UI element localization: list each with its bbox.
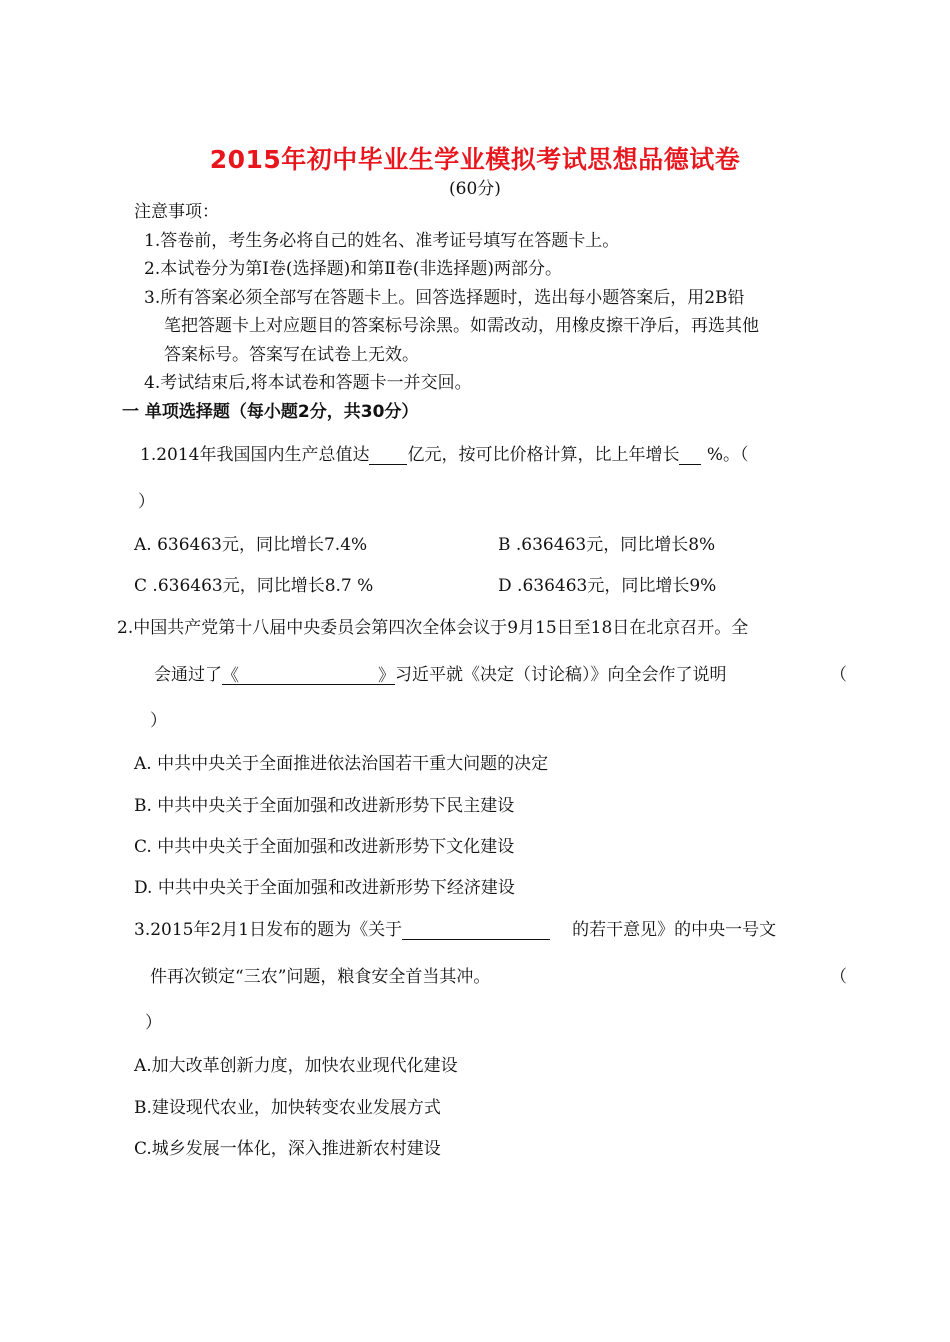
q1-stem-part: 1.2014年我国国内生产总值达 (140, 445, 370, 465)
q2-open-quote: 《 (222, 666, 239, 686)
note-item: 1.答卷前，考生务必将自己的姓名、准考证号填写在答题卡上。 (144, 231, 620, 251)
q2-close-quote: 》 (378, 666, 395, 686)
question-2-close-paren: ） (150, 711, 167, 731)
q2-option-d: D. 中共中央关于全面加强和改进新形势下经济建设 (134, 878, 515, 898)
q3-option-b: B.建设现代农业，加快转变农业发展方式 (134, 1098, 441, 1118)
q2-stem-part: 习近平就《决定（讨论稿）》向全会作了说明 (395, 665, 727, 685)
q2-option-a: A. 中共中央关于全面推进依法治国若干重大问题的决定 (134, 754, 549, 774)
answer-blank (369, 446, 407, 465)
exam-total-score: (60分) (449, 179, 501, 199)
question-3-close-paren: ） (145, 1013, 162, 1033)
question-1-close-paren: ） (138, 492, 155, 512)
note-item: 3.所有答案必须全部写在答题卡上。回答选择题时，选出每小题答案后，用2B铅 (144, 288, 745, 308)
q3-option-c: C.城乡发展一体化，深入推进新农村建设 (134, 1139, 441, 1159)
q1-option-d: D .636463元，同比增长9% (498, 576, 717, 596)
answer-blank (402, 921, 550, 940)
section-heading: 一 单项选择题（每小题2分，共30分） (122, 402, 419, 422)
question-2-line-1: 2.中国共产党第十八届中央委员会第四次全体会议于9月15日至18日在北京召开。全 (117, 618, 749, 638)
question-3-open-paren: （ (830, 967, 847, 987)
q1-stem-part: 亿元，按可比价格计算，比上年增长 (407, 445, 680, 465)
q1-option-b: B .636463元，同比增长8% (498, 535, 716, 555)
q2-stem-part: 会通过了 (154, 665, 222, 685)
notes-heading: 注意事项： (134, 202, 219, 222)
question-2-line-2 (154, 665, 727, 685)
answer-blank (679, 446, 701, 465)
q3-option-a: A.加大改革创新力度，加快农业现代化建设 (134, 1056, 458, 1076)
note-item: 答案标号。答案写在试卷上无效。 (164, 345, 419, 365)
exam-title: 2015年初中毕业生学业模拟考试思想品德试卷 (209, 145, 741, 174)
note-item: 4.考试结束后,将本试卷和答题卡一并交回。 (144, 373, 472, 393)
q2-option-b: B. 中共中央关于全面加强和改进新形势下民主建设 (134, 796, 515, 816)
question-3-line-1 (134, 920, 776, 940)
question-1-stem (140, 445, 749, 465)
q2-option-c: C. 中共中央关于全面加强和改进新形势下文化建设 (134, 837, 515, 857)
q1-stem-part: %。（ (701, 445, 749, 465)
q1-option-a: A. 636463元，同比增长7.4% (134, 535, 368, 555)
answer-blank (222, 666, 395, 685)
q3-stem-part: 的若干意见》的中央一号文 (572, 920, 777, 940)
q1-option-c: C .636463元，同比增长8.7 % (134, 576, 374, 596)
q3-stem-part: 3.2015年2月1日发布的题为《关于 (134, 920, 403, 940)
note-item: 2.本试卷分为第Ⅰ卷(选择题)和第Ⅱ卷(非选择题)两部分。 (144, 259, 563, 279)
note-item: 笔把答题卡上对应题目的答案标号涂黑。如需改动，用橡皮擦干净后，再选其他 (164, 316, 759, 336)
question-3-line-2: 件再次锁定“三农”问题，粮食安全首当其冲。 (150, 967, 491, 987)
question-2-open-paren: （ (830, 665, 847, 685)
